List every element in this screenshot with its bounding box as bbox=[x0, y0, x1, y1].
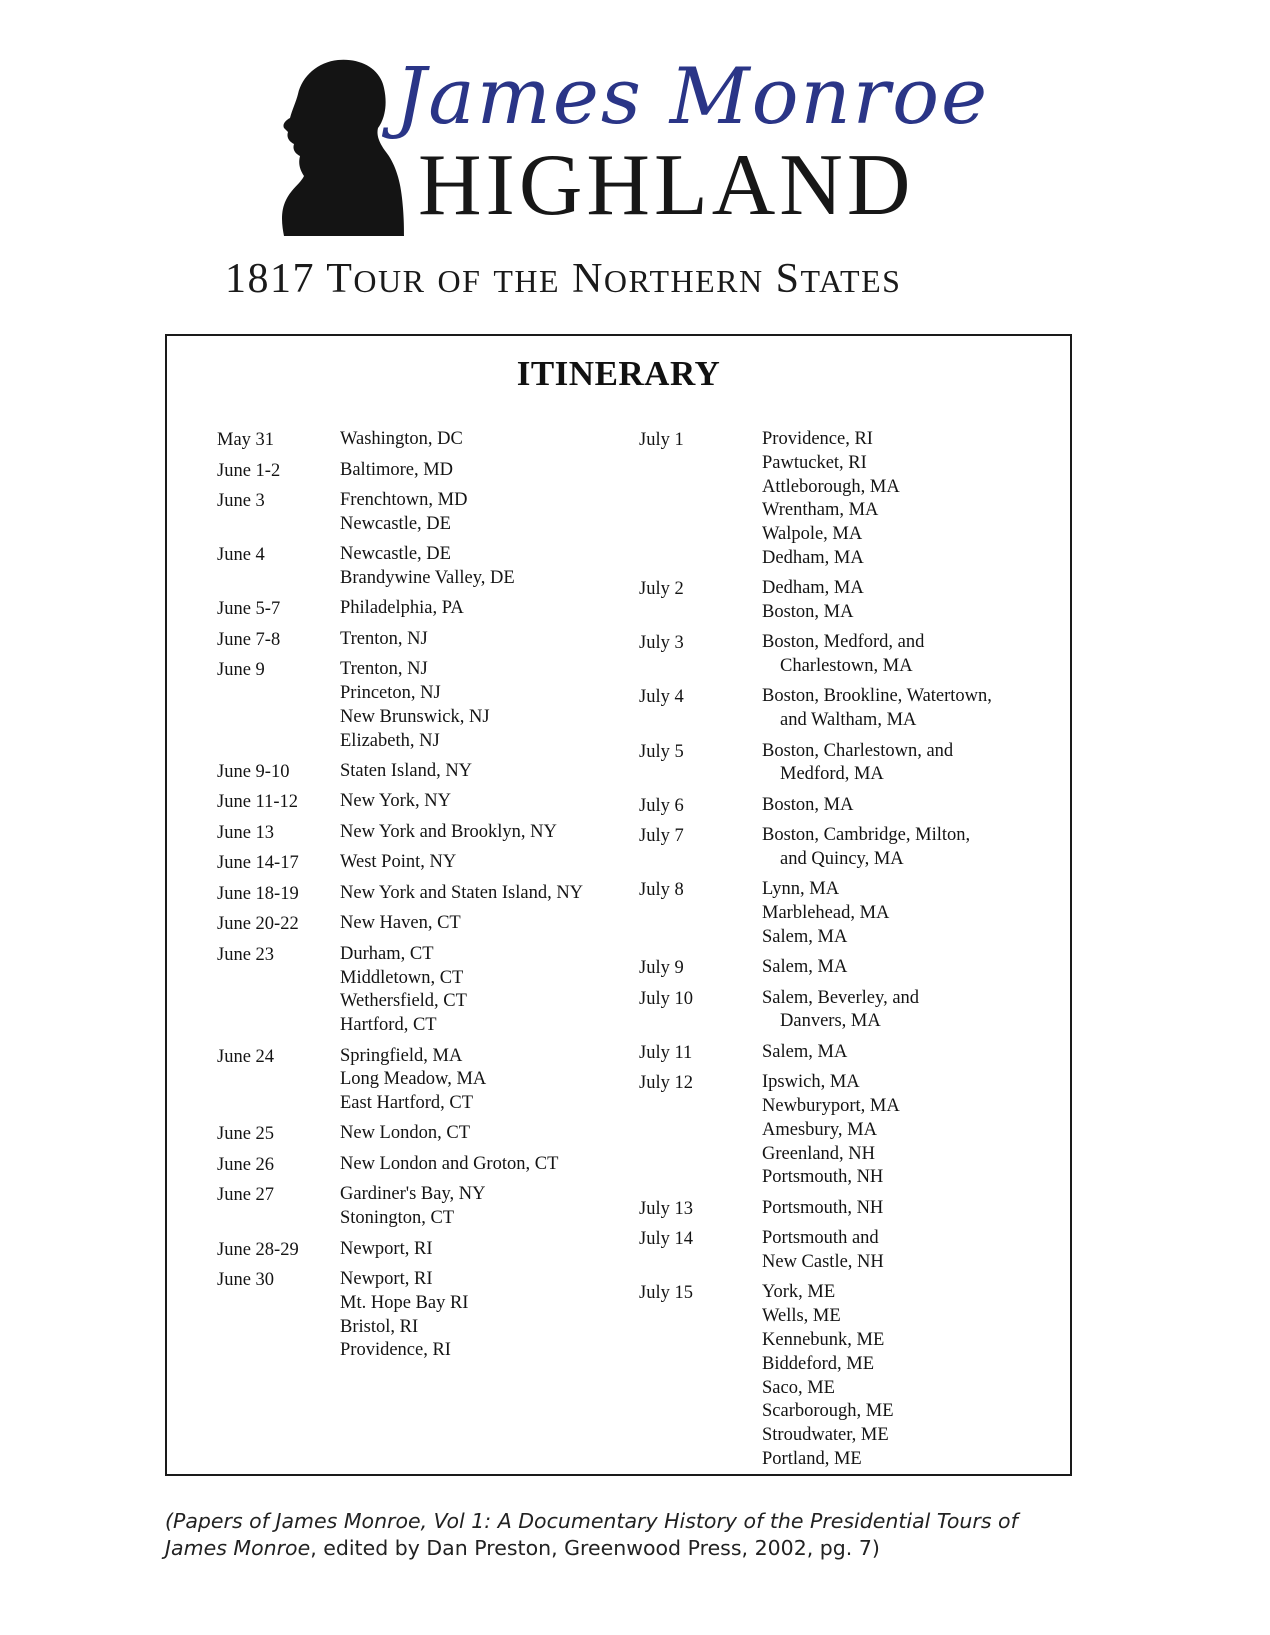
entry-place: Baltimore, MD bbox=[340, 459, 454, 480]
entry-place: New York and Staten Island, NY bbox=[340, 882, 584, 903]
entry-places bbox=[340, 658, 490, 753]
entry-place: Boston, Brookline, Watertown, bbox=[762, 686, 992, 707]
itinerary-entry bbox=[217, 489, 583, 537]
entry-place: Wethersfield, CT bbox=[340, 991, 467, 1012]
entry-place: Newcastle, DE bbox=[340, 544, 451, 565]
entry-places bbox=[340, 489, 467, 537]
entry-place: Charlestown, MA bbox=[780, 656, 913, 677]
entry-place: Gardiner's Bay, NY bbox=[340, 1184, 486, 1205]
entry-place: Middletown, CT bbox=[340, 967, 464, 988]
itinerary-entry bbox=[217, 1238, 583, 1262]
entry-places bbox=[340, 821, 557, 845]
entry-places bbox=[340, 760, 472, 784]
itinerary-entry bbox=[217, 943, 583, 1038]
title-word: T bbox=[326, 256, 354, 302]
entry-place: Washington, DC bbox=[340, 429, 463, 449]
itinerary-entry bbox=[217, 459, 583, 483]
entry-place: Stroudwater, ME bbox=[762, 1425, 889, 1446]
entry-place: Medford, MA bbox=[780, 764, 884, 785]
entry-place: Mt. Hope Bay RI bbox=[340, 1292, 469, 1313]
entry-places bbox=[340, 1238, 432, 1262]
entry-places bbox=[340, 790, 451, 814]
entry-date: June 5-7 bbox=[217, 599, 281, 620]
entry-place: Stonington, CT bbox=[340, 1208, 455, 1229]
entry-places bbox=[340, 628, 428, 652]
entry-place: Greenland, NH bbox=[762, 1143, 876, 1164]
entry-places bbox=[340, 1153, 558, 1177]
entry-place: East Hartford, CT bbox=[340, 1093, 474, 1114]
entry-places bbox=[762, 1281, 894, 1471]
entry-places bbox=[762, 740, 953, 788]
logo bbox=[0, 0, 1270, 250]
entry-place: Boston, Cambridge, Milton, bbox=[762, 825, 971, 846]
citation-details: , edited by Dan Preston, Greenwood Press, 2002, pg. 7) bbox=[310, 1536, 880, 1560]
entry-place: Portsmouth, NH bbox=[762, 1167, 884, 1188]
entry-place: Portsmouth, NH bbox=[762, 1197, 884, 1218]
entry-place: Danvers, MA bbox=[780, 1011, 881, 1032]
entry-place: Ipswich, MA bbox=[762, 1072, 860, 1093]
entry-place: and Waltham, MA bbox=[780, 710, 917, 731]
entry-place: Boston, MA bbox=[762, 602, 854, 623]
entry-date: July 13 bbox=[639, 1198, 693, 1219]
entry-place: New London and Groton, CT bbox=[340, 1153, 559, 1174]
itinerary-entry bbox=[639, 428, 992, 571]
itinerary-column-july bbox=[639, 428, 992, 1478]
entry-date: July 7 bbox=[639, 826, 684, 847]
monroe-silhouette-icon bbox=[280, 58, 410, 238]
entry-place: Brandywine Valley, DE bbox=[340, 567, 515, 588]
title-word-rest: OF bbox=[437, 263, 482, 299]
entry-place: York, ME bbox=[762, 1282, 836, 1303]
entry-place: Biddeford, ME bbox=[762, 1353, 875, 1374]
title-word-rest: TATES bbox=[800, 263, 902, 299]
page-title bbox=[225, 258, 901, 300]
entry-place: Long Meadow, MA bbox=[340, 1069, 487, 1090]
entry-place: Scarborough, ME bbox=[762, 1401, 894, 1422]
entry-places bbox=[762, 1197, 883, 1221]
entry-places bbox=[340, 912, 461, 936]
entry-place: Dedham, MA bbox=[762, 547, 864, 568]
entry-places bbox=[340, 1045, 486, 1116]
entry-place: Newcastle, DE bbox=[340, 513, 451, 534]
entry-place: Wrentham, MA bbox=[762, 500, 879, 521]
itinerary-entry bbox=[217, 628, 583, 652]
itinerary-entry bbox=[217, 790, 583, 814]
entry-place: Bristol, RI bbox=[340, 1316, 419, 1337]
entry-date: June 30 bbox=[217, 1270, 275, 1291]
entry-date: June 13 bbox=[217, 822, 275, 843]
entry-place: Boston, Medford, and bbox=[762, 632, 925, 653]
itinerary-entry bbox=[639, 1197, 992, 1221]
entry-place: Marblehead, MA bbox=[762, 903, 890, 924]
entry-date: June 28-29 bbox=[217, 1239, 299, 1260]
entry-date: July 4 bbox=[639, 687, 684, 708]
entry-place: Saco, ME bbox=[762, 1377, 835, 1398]
entry-date: May 31 bbox=[217, 430, 275, 450]
entry-date: July 3 bbox=[639, 633, 684, 654]
entry-date: June 27 bbox=[217, 1185, 275, 1206]
entry-places bbox=[340, 851, 456, 875]
entry-place: Springfield, MA bbox=[340, 1045, 463, 1066]
entry-date: July 12 bbox=[639, 1073, 693, 1094]
itinerary-entry bbox=[217, 1268, 583, 1363]
entry-places bbox=[762, 987, 919, 1035]
entry-date: June 1-2 bbox=[217, 460, 281, 481]
entry-place: Lynn, MA bbox=[762, 879, 840, 900]
itinerary-entry bbox=[639, 631, 992, 679]
entry-places bbox=[762, 956, 847, 980]
entry-places bbox=[340, 943, 467, 1038]
entry-places bbox=[762, 1041, 847, 1065]
entry-date: July 14 bbox=[639, 1229, 693, 1250]
logo-script-name: James Monroe bbox=[395, 52, 990, 142]
entry-place: Elizabeth, NJ bbox=[340, 730, 440, 751]
itinerary-entry bbox=[639, 577, 992, 625]
entry-date: June 11-12 bbox=[217, 792, 299, 813]
entry-places bbox=[340, 543, 515, 591]
entry-place: Salem, MA bbox=[762, 926, 848, 947]
entry-place: New London, CT bbox=[340, 1123, 470, 1144]
entry-date: June 9 bbox=[217, 660, 265, 681]
entry-places bbox=[762, 878, 889, 949]
entry-place: Kennebunk, ME bbox=[762, 1329, 885, 1350]
entry-places bbox=[340, 882, 583, 906]
entry-place: Boston, Charlestown, and bbox=[762, 740, 954, 761]
itinerary-entry bbox=[217, 821, 583, 845]
entry-date: June 14-17 bbox=[217, 853, 299, 874]
entry-places bbox=[762, 794, 854, 818]
itinerary-entry bbox=[217, 428, 583, 452]
title-word: N bbox=[572, 256, 604, 302]
itinerary-entry bbox=[217, 912, 583, 936]
entry-place: Durham, CT bbox=[340, 943, 434, 964]
entry-date: July 2 bbox=[639, 579, 684, 600]
entry-places bbox=[340, 1122, 470, 1146]
entry-date: July 9 bbox=[639, 958, 684, 979]
entry-place: Attleborough, MA bbox=[762, 476, 900, 497]
entry-date: June 18-19 bbox=[217, 883, 299, 904]
entry-place: Salem, Beverley, and bbox=[762, 987, 920, 1008]
entry-place: Amesbury, MA bbox=[762, 1119, 877, 1140]
itinerary-entry bbox=[217, 882, 583, 906]
entry-places bbox=[762, 824, 970, 872]
entry-date: June 23 bbox=[217, 944, 275, 965]
entry-place: Boston, MA bbox=[762, 794, 854, 815]
itinerary-entry bbox=[217, 1045, 583, 1116]
entry-place: Walpole, MA bbox=[762, 524, 863, 545]
entry-date: July 8 bbox=[639, 880, 684, 901]
entry-place: Dedham, MA bbox=[762, 578, 864, 599]
entry-place: Princeton, NJ bbox=[340, 682, 441, 703]
entry-places bbox=[762, 1227, 884, 1275]
entry-place: Staten Island, NY bbox=[340, 760, 473, 781]
itinerary-entry bbox=[639, 878, 992, 949]
entry-place: New Brunswick, NJ bbox=[340, 706, 490, 727]
entry-places bbox=[340, 428, 463, 452]
entry-places bbox=[762, 1071, 900, 1190]
entry-place: Newport, RI bbox=[340, 1269, 433, 1290]
itinerary-column-june bbox=[217, 428, 583, 1370]
entry-place: New York and Brooklyn, NY bbox=[340, 821, 557, 842]
entry-date: June 3 bbox=[217, 491, 265, 511]
entry-date: June 7-8 bbox=[217, 629, 281, 650]
itinerary-entry bbox=[639, 956, 992, 980]
entry-place: Philadelphia, PA bbox=[340, 598, 464, 619]
entry-date: June 26 bbox=[217, 1154, 275, 1175]
entry-date: June 24 bbox=[217, 1046, 275, 1067]
entry-place: Newport, RI bbox=[340, 1238, 433, 1259]
logo-wordmark: HIGHLAND bbox=[418, 137, 915, 234]
itinerary-entry bbox=[639, 685, 992, 733]
entry-place: Trenton, NJ bbox=[340, 659, 428, 680]
entry-place: and Quincy, MA bbox=[780, 848, 904, 869]
itinerary-entry bbox=[217, 1122, 583, 1146]
entry-places bbox=[340, 459, 453, 483]
title-year: 1817 bbox=[225, 256, 315, 302]
title-word-rest: ORTHERN bbox=[603, 263, 764, 299]
entry-date: July 15 bbox=[639, 1283, 693, 1304]
entry-place: Wells, ME bbox=[762, 1306, 841, 1327]
itinerary-entry bbox=[639, 987, 992, 1035]
title-word-rest: OUR bbox=[353, 263, 426, 299]
itinerary-entry bbox=[217, 851, 583, 875]
itinerary-entry bbox=[217, 658, 583, 753]
entry-places bbox=[762, 631, 924, 679]
itinerary-heading: ITINERARY bbox=[516, 354, 721, 393]
entry-places bbox=[762, 685, 992, 733]
title-word: S bbox=[775, 256, 801, 302]
itinerary-entry bbox=[639, 740, 992, 788]
entry-place: Salem, MA bbox=[762, 1041, 848, 1062]
entry-date: July 10 bbox=[639, 988, 693, 1009]
entry-place: Providence, RI bbox=[340, 1340, 451, 1361]
itinerary-entry bbox=[639, 1041, 992, 1065]
entry-place: Portland, ME bbox=[762, 1448, 862, 1469]
entry-place: Salem, MA bbox=[762, 957, 848, 978]
entry-places bbox=[762, 428, 900, 571]
entry-place: New Haven, CT bbox=[340, 913, 461, 934]
itinerary-entry bbox=[217, 597, 583, 621]
entry-place: New York, NY bbox=[340, 791, 452, 812]
entry-place: Pawtucket, RI bbox=[762, 452, 867, 473]
citation-title: (Papers of James Monroe, Vol 1: A Documentary History of the Presidential Tours of James Monroe bbox=[165, 1509, 1018, 1560]
entry-places bbox=[340, 597, 464, 621]
itinerary-entry bbox=[217, 1153, 583, 1177]
entry-date: July 1 bbox=[639, 430, 684, 450]
entry-places bbox=[340, 1183, 485, 1231]
entry-date: June 25 bbox=[217, 1124, 275, 1145]
entry-place: West Point, NY bbox=[340, 852, 457, 873]
entry-place: Trenton, NJ bbox=[340, 628, 428, 649]
entry-place: Hartford, CT bbox=[340, 1015, 437, 1036]
itinerary-entry bbox=[217, 543, 583, 591]
entry-date: June 4 bbox=[217, 545, 265, 566]
itinerary-entry bbox=[217, 760, 583, 784]
entry-date: July 6 bbox=[639, 795, 684, 816]
itinerary-entry bbox=[639, 1227, 992, 1275]
itinerary-entry bbox=[639, 1281, 992, 1471]
entry-date: June 20-22 bbox=[217, 914, 299, 935]
entry-place: Frenchtown, MD bbox=[340, 490, 468, 510]
citation bbox=[165, 1508, 1085, 1562]
entry-places bbox=[340, 1268, 468, 1363]
itinerary-entry bbox=[639, 824, 992, 872]
entry-place: Newburyport, MA bbox=[762, 1096, 900, 1117]
entry-place: New Castle, NH bbox=[762, 1252, 884, 1273]
entry-place: Providence, RI bbox=[762, 429, 873, 449]
entry-date: July 11 bbox=[639, 1042, 693, 1063]
itinerary-entry bbox=[639, 794, 992, 818]
entry-date: June 9-10 bbox=[217, 761, 290, 782]
entry-places bbox=[762, 577, 864, 625]
itinerary-entry bbox=[639, 1071, 992, 1190]
title-word-rest: THE bbox=[493, 263, 561, 299]
entry-place: Portsmouth and bbox=[762, 1228, 879, 1249]
itinerary-entry bbox=[217, 1183, 583, 1231]
itinerary-box bbox=[165, 334, 1072, 1476]
entry-date: July 5 bbox=[639, 741, 684, 762]
